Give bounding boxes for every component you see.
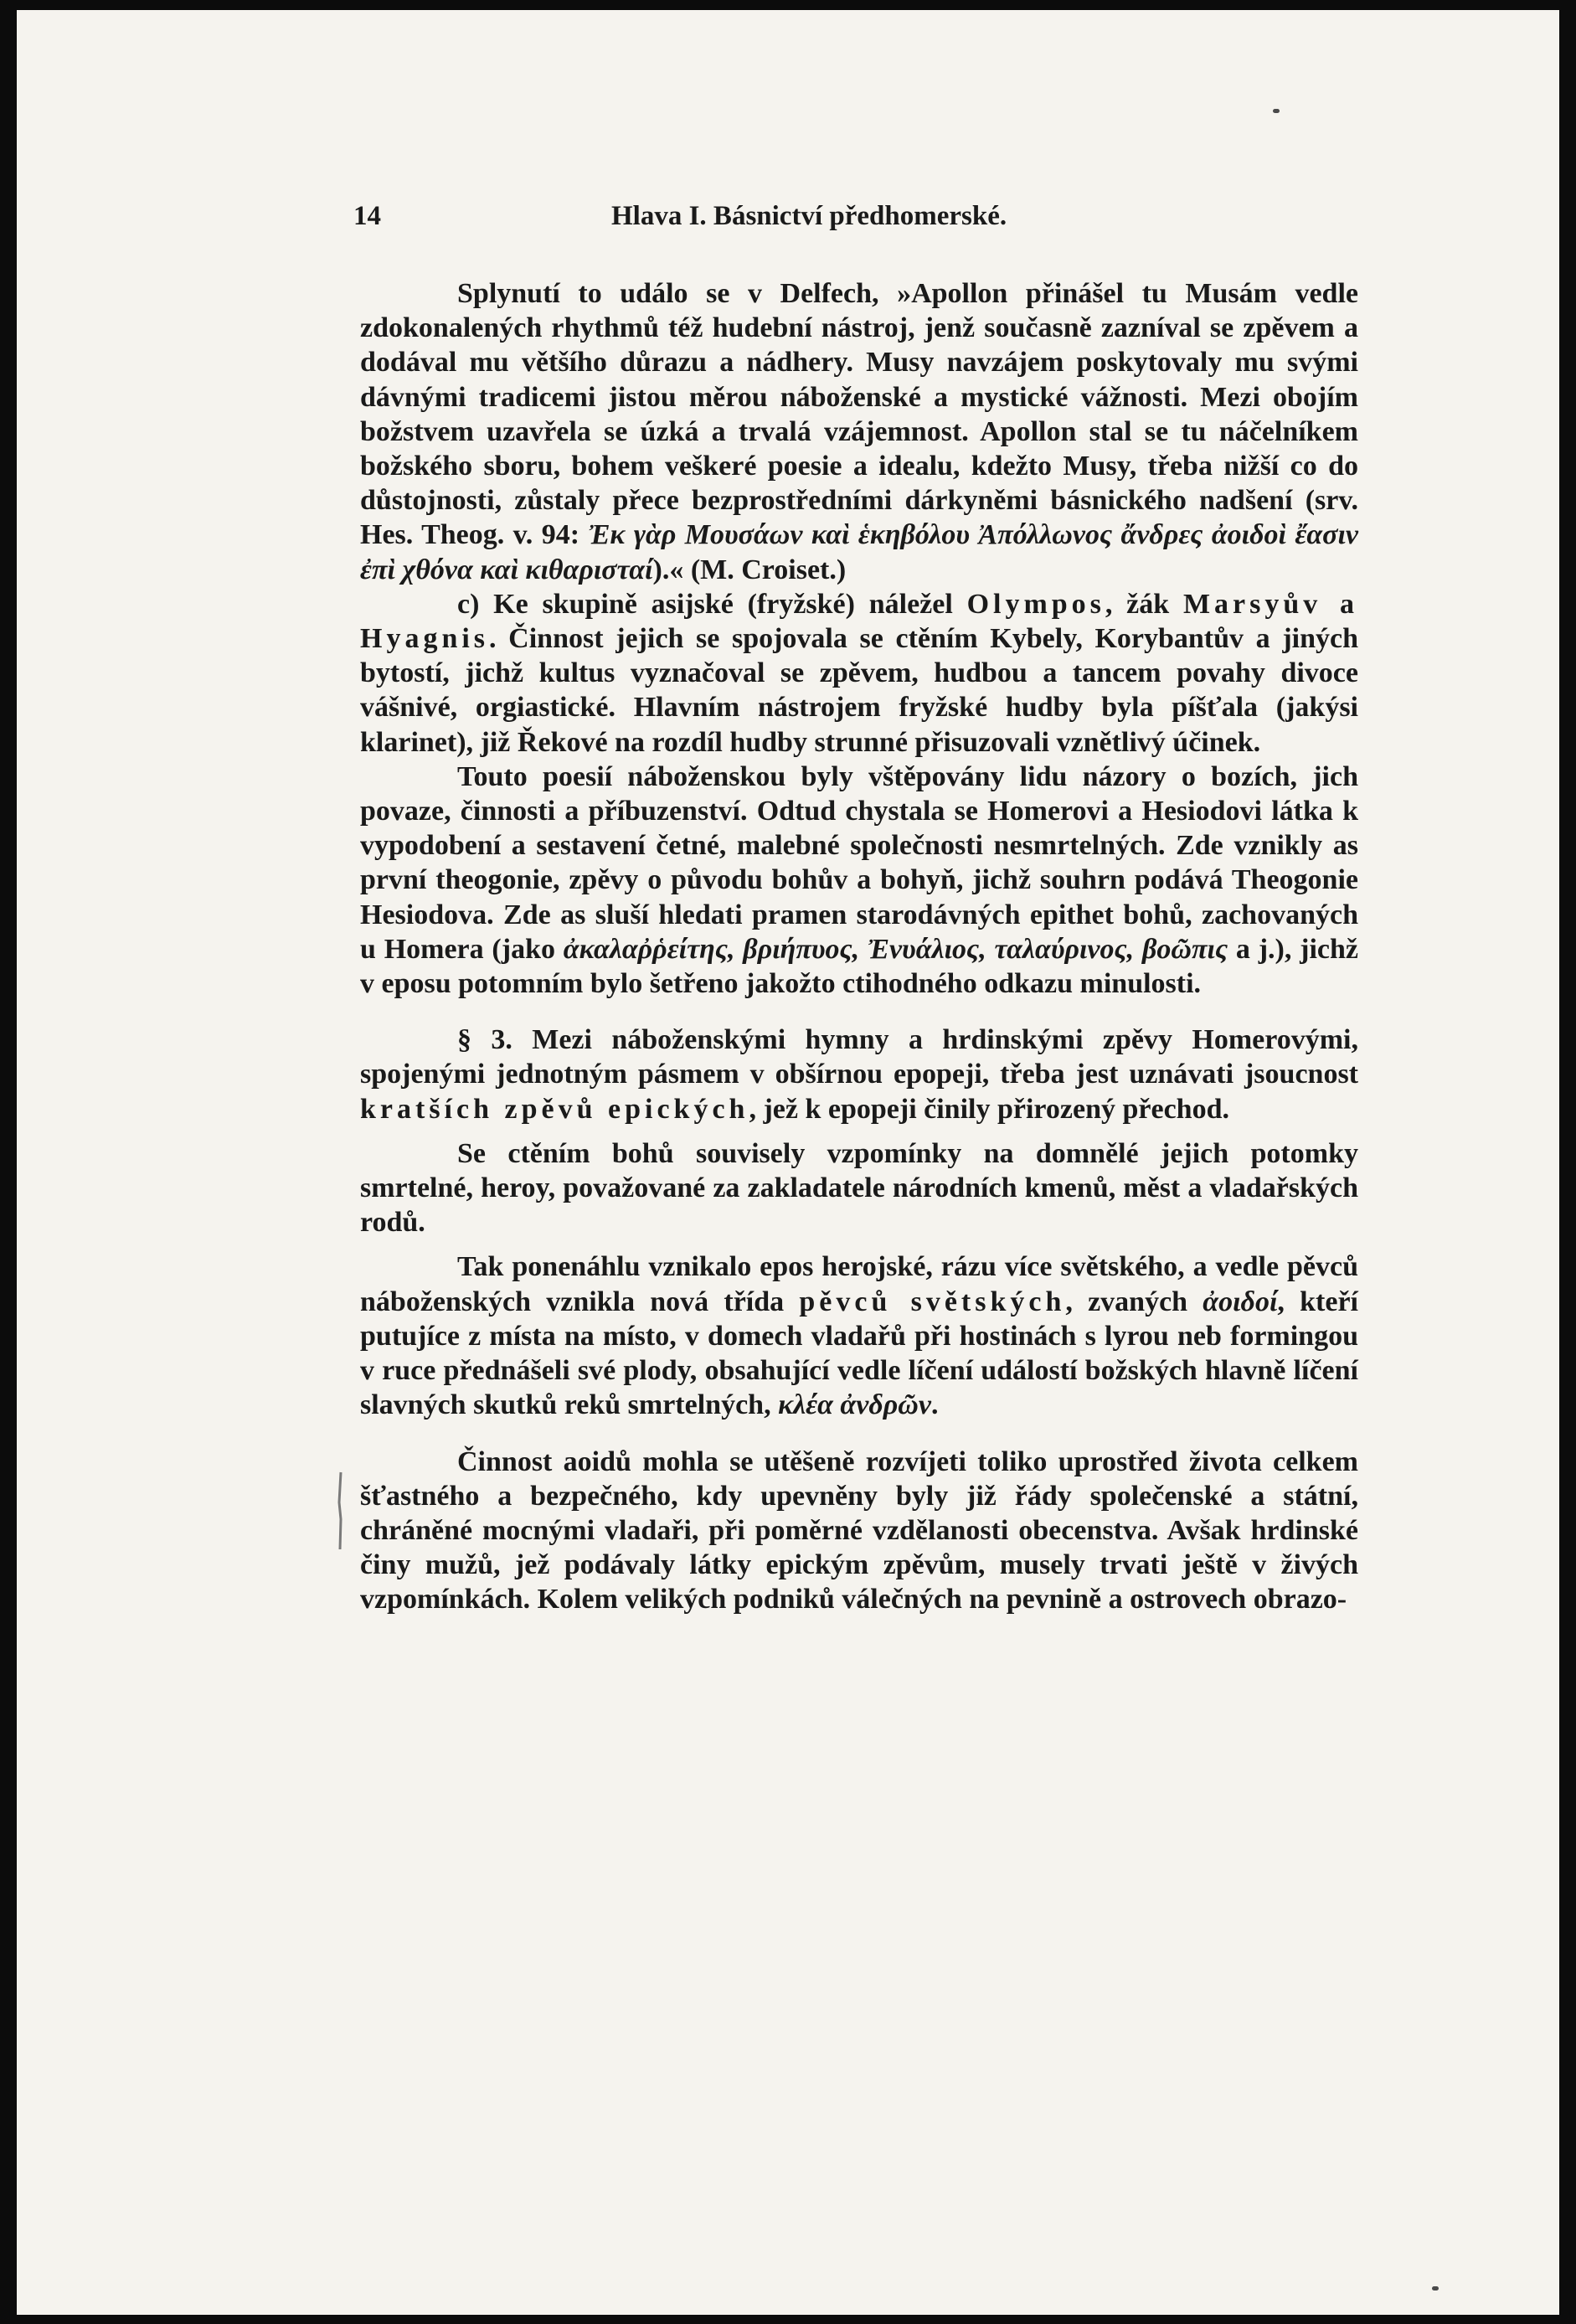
emphasis-secular-singers: pěvců světských [799,1286,1066,1317]
paragraph-1: Splynutí to událo se v Delfech, »Apollon přinášel tu Musám vedle zdokonalených rhythmů též hudební nástroj, jenž současně zazníval se zpěvem a dodával mu většího důrazu a nádhery. Musy navzájem poskytovaly mu svými dávnými tradicemi jistou měrou náboženské a mystické vážnosti. Mezi obojím božstvem uzavřela se úzká a trvalá vzájemnost. Apollon stal se tu náčelníkem božského sboru, bohem veškeré poesie a idealu, kdežto Musy, třeba nižší co do důstojnosti, zůstaly přece bezprostředními dárkyněmi básnického nadšení (srv. Hes. Theog. v. 94: Ἐκ γὰρ Μουσάων καὶ ἑκηβόλου Ἀπόλλωνος ἄνδρες ἀοιδοὶ ἔασιν ἐπὶ χθόνα καὶ κιθαρισταί).« (M. Croiset.) [360,278,1358,585]
greek-klea-andron: κλέα ἀνδρῶν [778,1389,931,1421]
emphasis-olympos: Olympos [966,588,1105,620]
paragraph-5: Se ctěním bohů souvisely vzpomínky na domnělé jejich potomky smrtelné, heroy, považované za zakladatele národních kmenů, měst a vladařských rodů. [360,1137,1358,1239]
greek-aoidoi: ἀοιδοί [1203,1286,1278,1317]
paragraph-3: Touto poesií náboženskou byly vštěpovány lidu názory o bozích, jich povaze, činnosti a příbuzenství. Odtud chystala se Homerovi a Hesiodovi látka k vypodobení a sestavení četné, malebné společnosti nesmrtelných. Zde vznikly as první theogonie, zpěvy o původu bohův a bohyň, jichž souhrn podává Theogonie Hesiodova. Zde as sluší hledati pramen starodávných epithet bohů, zachovaných u Homera (jako ἀκαλαῤῥείτης, βριήπυος, Ἐνυάλιος, ταλαύρινος, βοῶπις a j.), jichž v eposu potomním bylo šetřeno jakožto ctihodného odkazu minulosti. [360,760,1358,1000]
greek-quotation: Ἐκ γὰρ Μουσάων καὶ ἑκηβόλου Ἀπόλλωνος ἄνδρες ἀοιδοὶ ἔασιν ἐπὶ χθόνα καὶ κιθαρισταί [360,519,1358,585]
pencil-bracket-icon [333,1469,348,1553]
body-text [360,276,1358,1617]
paper-speck [1432,2286,1439,2291]
paragraph-4: § 3. Mezi náboženskými hymny a hrdinskými zpěvy Homerovými, spojenými jednotným pásmem v obšírnou epopeji, třeba jest uznávati jsoucnost kratších zpěvů epických, jež k epopeji činily přirozený přechod. [360,1024,1358,1125]
book-page [17,10,1559,2315]
greek-epithets: ἀκαλαῤῥείτης, βριήπυος, Ἐνυάλιος, ταλαύρινος, βοῶπις [563,933,1228,965]
running-title: Hlava I. Básnictví předhomerské. [611,201,1007,231]
page-header [353,201,1375,251]
paragraph-7: Činnost aoidů mohla se utěšeně rozvíjeti toliko uprostřed života celkem šťastného a bezpečného, kdy upevněny byly již řády společenské a státní, chráněné mocnými vladaři, při poměrné vzdělanosti obecenstva. Avšak hrdinské činy mužů, jež podávaly látky epickým zpěvům, musely trvati ještě v živých vzpomínkách. Kolem velikých podniků válečných na pevnině a ostrovech obrazo- [360,1445,1358,1615]
emphasis-epic-songs: kratších zpěvů epických [360,1093,749,1125]
margin-pencil-mark [333,1469,348,1553]
paragraph-6: Tak ponenáhlu vznikalo epos herojské, rázu více světského, a vedle pěvců náboženských vznikla nová třída pěvců světských, zvaných ἀοιδοί, kteří putujíce z místa na místo, v domech vladařů při hostinách s lyrou neb formingou v ruce přednášeli své plody, obsahující vedle líčení událostí božských hlavně líčení slavných skutků reků smrtelných, κλέα ἀνδρῶν. [360,1251,1358,1421]
paragraph-2: c) Ke skupině asijské (fryžské) náležel Olympos, žák Marsyův a Hyagnis. Činnost jejich se spojovala se ctěním Kybely, Korybantův a jiných bytostí, jichž kultus vyznačoval se zpěvem, hudbou a tancem povahy divoce vášnivé, orgiastické. Hlavním nástrojem fryžské hudby byla píšťala (jakýsi klarinet), již Řekové na rozdíl hudby strunné přisuzovali vznětlivý účinek. [360,588,1359,758]
paper-speck [1273,109,1280,113]
emphasis-marsyas: Marsyův a Hyagnis [360,588,1359,655]
page-number: 14 [353,201,381,231]
